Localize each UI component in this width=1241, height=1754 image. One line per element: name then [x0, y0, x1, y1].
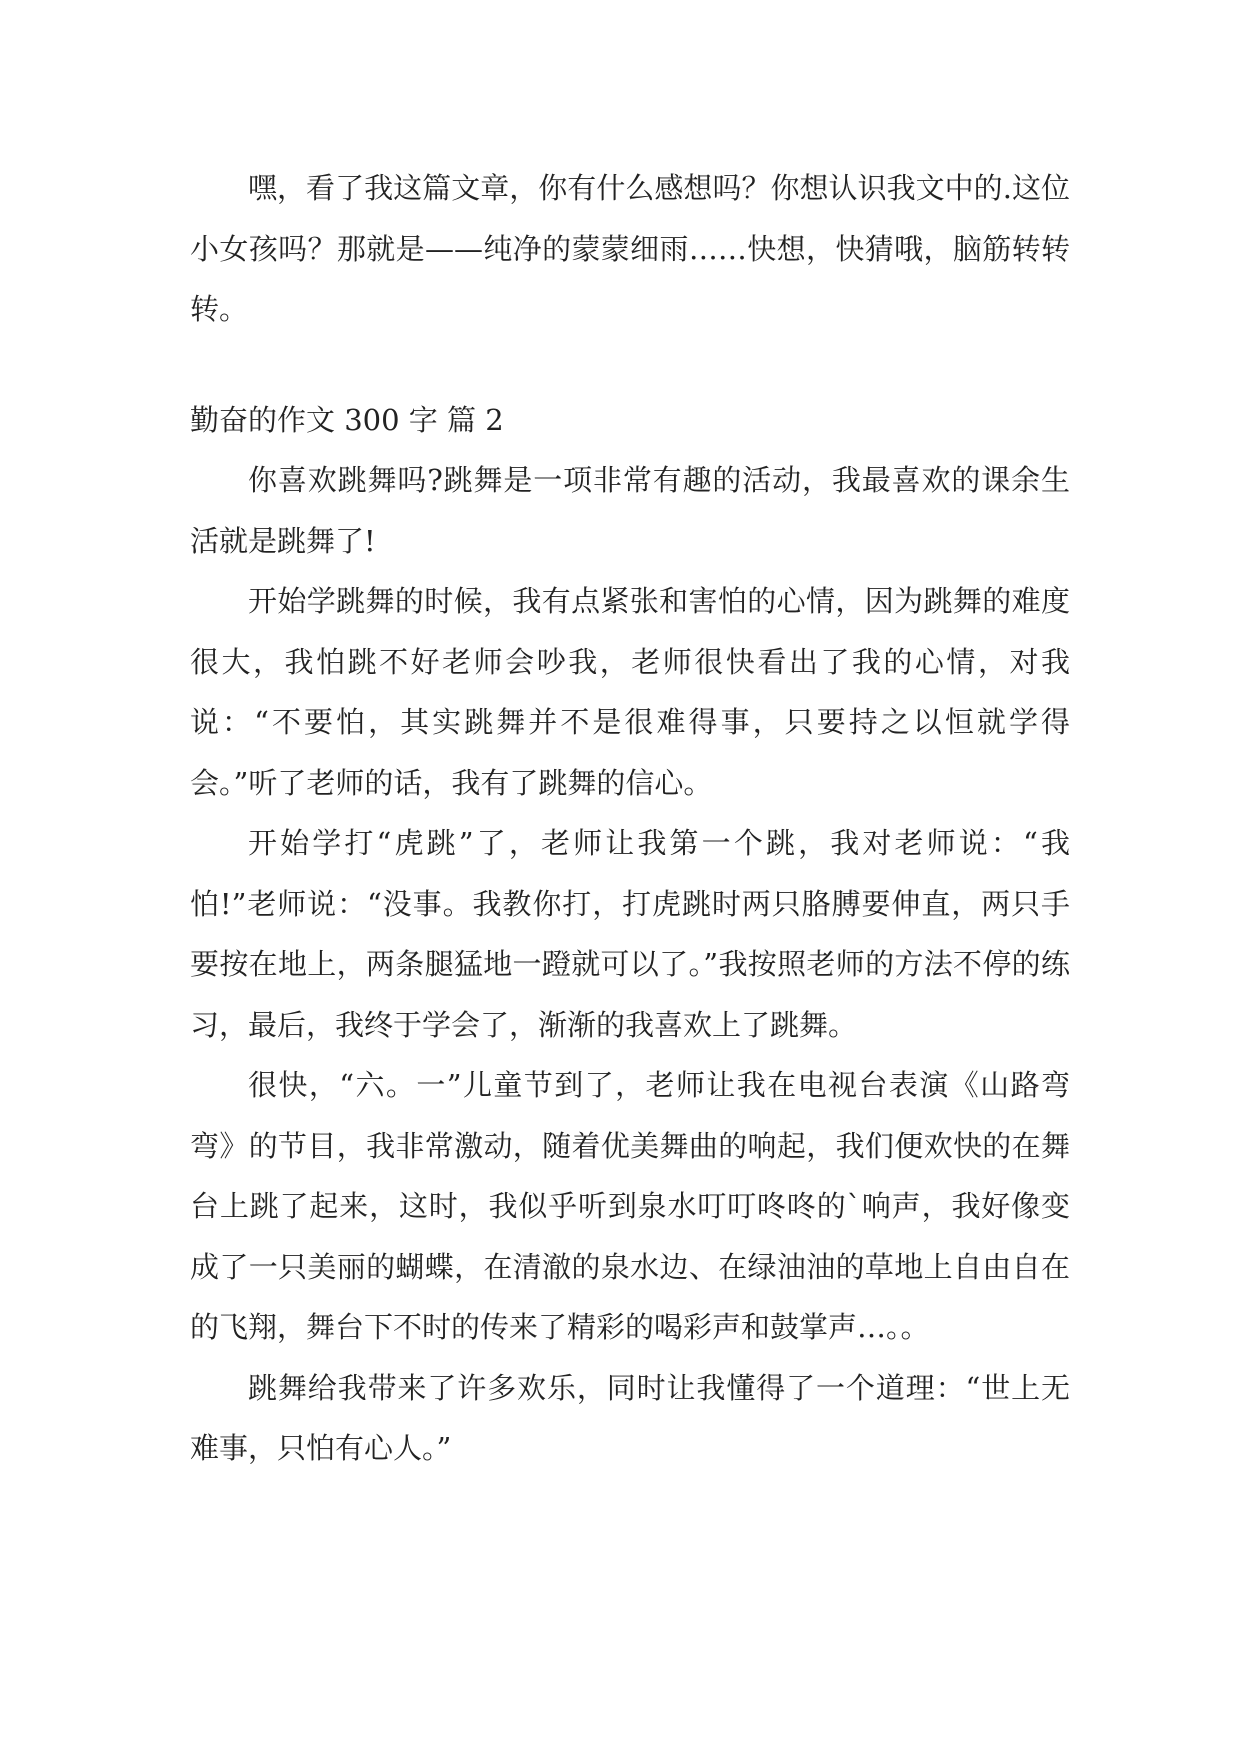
paragraph-3: 开始学打“虎跳”了，老师让我第一个跳，我对老师说：“我怕!”老师说：“没事。我教你打，打虎跳时两只胳膊要伸直，两只手要按在地上，两条腿猛地一蹬就可以了。”我按照老师的方法不停的练习，最后，我终于学会了，渐渐的我喜欢上了跳舞。	[190, 826, 1070, 1042]
document-body	[190, 158, 1070, 1479]
paragraph-2: 开始学跳舞的时候，我有点紧张和害怕的心情，因为跳舞的难度很大，我怕跳不好老师会吵我，老师很快看出了我的心情，对我说：“不要怕，其实跳舞并不是很难得事，只要持之以恒就学得会。”听了老师的话，我有了跳舞的信心。	[190, 584, 1070, 800]
paragraph-intro: 嘿，看了我这篇文章，你有什么感想吗？你想认识我文中的.这位小女孩吗？那就是——纯净的蒙蒙细雨……快想，快猜哦，脑筋转转转。	[190, 171, 1070, 326]
paragraph-1: 你喜欢跳舞吗?跳舞是一项非常有趣的活动，我最喜欢的课余生活就是跳舞了!	[190, 463, 1070, 558]
paragraph-5: 跳舞给我带来了许多欢乐，同时让我懂得了一个道理：“世上无难事，只怕有心人。”	[190, 1370, 1070, 1465]
paragraph-4: 很快，“六。一”儿童节到了，老师让我在电视台表演《山路弯弯》的节目，我非常激动，随着优美舞曲的响起，我们便欢快的在舞台上跳了起来，这时，我似乎听到泉水叮叮咚咚的`响声，我好像变成了一只美丽的蝴蝶，在清澈的泉水边、在绿油油的草地上自由自在的飞翔，舞台下不时的传来了精彩的喝彩声和鼓掌声…。。	[190, 1068, 1070, 1344]
section-title: 勤奋的作文 300 字 篇 2	[190, 402, 504, 437]
